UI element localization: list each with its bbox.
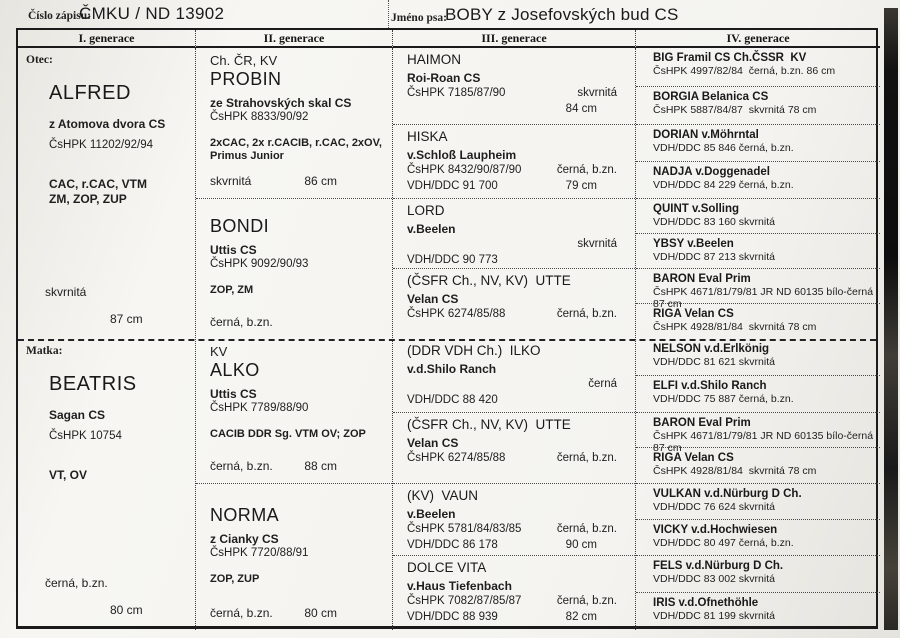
- ancestor-cell: [393, 412, 635, 483]
- kennel-name: Sagan CS: [49, 408, 106, 422]
- coat-color: černá, b.zn.: [556, 452, 617, 464]
- dog-name: FELS v.d.Nürburg D Ch.: [653, 560, 784, 572]
- champion-titles: Ch. ČR, KV: [210, 53, 278, 68]
- kennel-name: Velan CS: [407, 436, 459, 450]
- kennel-name: Velan CS: [407, 292, 459, 306]
- ancestor-cell: [636, 124, 880, 161]
- dog-name: VICKY v.d.Hochwiesen: [653, 524, 778, 536]
- coat-color: skvrnitá: [45, 285, 87, 299]
- ancestor-cell: [636, 339, 880, 375]
- height-value: 86 cm: [304, 174, 337, 188]
- coat-color: černá: [588, 378, 617, 390]
- dog-name: HISKA: [407, 129, 448, 144]
- ancestor-cell: [393, 555, 635, 630]
- titles-line: CACIB DDR Sg. VTM OV; ZOP: [210, 428, 366, 440]
- ancestor-cell: [636, 198, 880, 233]
- dog-name: BARON Eval Prim: [653, 273, 751, 285]
- height-value: 87 cm: [110, 312, 143, 326]
- coat-color: skvrnitá: [577, 87, 617, 99]
- dog-name: IRIS v.d.Ofnethöhle: [653, 597, 759, 609]
- reg-color-height: ČsHPK 4997/82/84 černá, b.zn. 86 cm: [653, 65, 836, 77]
- reg-color-height: VDH/DDC 76 624 skvrnitá: [653, 501, 775, 513]
- ancestor-cell: [636, 447, 880, 483]
- ancestor-cell: [196, 483, 392, 630]
- coat-color: skvrnitá: [210, 174, 252, 188]
- reg-number: ČsHPK 8432/90/87/90: [407, 164, 522, 176]
- ancestor-cell: [636, 375, 880, 412]
- ancestor-cell: [196, 339, 392, 483]
- kennel-name: v.Beelen: [407, 222, 456, 236]
- dog-name: BORGIA Belanica CS: [653, 91, 769, 103]
- dog-name: HAIMON: [407, 52, 461, 67]
- dog-name: VULKAN v.d.Nürburg D Ch.: [653, 488, 802, 500]
- dog-name: LORD: [407, 203, 445, 218]
- reg-color-height: VDH/DDC 83 002 skvrnitá: [653, 573, 775, 585]
- reg-number-2: VDH/DDC 91 700: [407, 180, 498, 192]
- coat-color: černá, b.zn.: [210, 315, 273, 329]
- coat-color: černá, b.zn.: [210, 606, 273, 620]
- dog-name: DORIAN v.Möhrntal: [653, 129, 759, 141]
- dog-name: BIG Framil CS Ch.ČSSR KV: [653, 52, 807, 64]
- titles-line: 2xCAC, 2x r.CACIB, r.CAC, 2xOV, Primus Junior: [210, 137, 386, 162]
- ancestor-cell: [636, 412, 880, 454]
- reg-number: ČsHPK 7082/87/85/87: [407, 595, 522, 607]
- dog-name: NELSON v.d.Erlkönig: [653, 343, 770, 355]
- kennel-name: v.Schloß Laupheim: [407, 148, 517, 162]
- dog-name: YBSY v.Beelen: [653, 238, 734, 250]
- ancestor-cell: [636, 86, 880, 124]
- ancestor-cell: [636, 48, 880, 86]
- reg-number-2: VDH/DDC 86 178: [407, 539, 498, 551]
- reg-number: ČsHPK 8833/90/92: [210, 111, 309, 123]
- kennel-name: ze Strahovských skal CS: [210, 96, 352, 110]
- reg-color-height: VDH/DDC 85 846 černá, b.zn.: [653, 142, 794, 154]
- ancestor-cell: [393, 48, 635, 124]
- sire-dam-divider: [18, 339, 876, 341]
- dam-cell: [18, 339, 195, 630]
- kennel-name: v.Haus Tiefenbach: [407, 579, 512, 593]
- dog-name-value: BOBY z Josefovských bud CS: [445, 5, 679, 24]
- dog-name: (ČSFR Ch., NV, KV) UTTE: [407, 273, 571, 288]
- titles-line-1: CAC, r.CAC, VTM: [49, 177, 148, 191]
- column-header-gen1: I. generace: [18, 30, 195, 48]
- kennel-name: v.Beelen: [407, 507, 456, 521]
- registration-number-label: Číslo zápisu:: [28, 10, 91, 22]
- scan-edge-artifact: [884, 8, 898, 630]
- reg-number: ČsHPK 5781/84/83/85: [407, 523, 522, 535]
- reg-color-height: VDH/DDC 80 497 černá, b.zn.: [653, 537, 794, 549]
- reg-number-2: VDH/DDC 88 420: [407, 394, 498, 406]
- reg-number: ČsHPK 9092/90/93: [210, 258, 309, 270]
- height-value: 80 cm: [304, 606, 337, 620]
- ancestor-cell: [636, 592, 880, 630]
- ancestor-cell: [636, 483, 880, 519]
- reg-color-height: ČsHPK 4928/81/84 skvrnitá 78 cm: [653, 321, 817, 333]
- dog-name: (KV) VAUN: [407, 488, 479, 503]
- coat-color: černá, b.zn.: [556, 523, 617, 535]
- ancestor-cell: [393, 198, 635, 268]
- height-value: 79 cm: [565, 180, 597, 192]
- dog-name: BEATRIS: [49, 373, 137, 395]
- dog-name: RIGA Velan CS: [653, 308, 734, 320]
- coat-color: černá, b.zn.: [556, 164, 617, 176]
- champion-titles: KV: [210, 344, 228, 359]
- dam-role-label: Matka:: [26, 345, 63, 357]
- titles-line-2: ZM, ZOP, ZUP: [49, 192, 127, 206]
- kennel-name: v.d.Shilo Ranch: [407, 362, 497, 376]
- column-header-gen3: III. generace: [392, 30, 635, 48]
- column-header-gen2: II. generace: [195, 30, 392, 48]
- dog-name: BONDI: [210, 216, 270, 236]
- dog-name: NORMA: [210, 505, 279, 525]
- reg-number: ČsHPK 6274/85/88: [407, 308, 506, 320]
- height-value: 80 cm: [110, 603, 143, 617]
- dog-name: RIGA Velan CS: [653, 452, 734, 464]
- reg-color-height: ČsHPK 4671/81/79/81 JR ND 60135 bílo-černá 87 cm: [653, 430, 876, 454]
- ancestor-cell: [393, 339, 635, 412]
- coat-color: černá, b.zn.: [210, 459, 273, 473]
- dog-name: ELFI v.d.Shilo Ranch: [653, 380, 767, 392]
- reg-number: ČsHPK 7720/88/91: [210, 547, 309, 559]
- ancestor-cell: [393, 268, 635, 339]
- titles-line-1: VT, OV: [49, 468, 88, 482]
- reg-number: ČsHPK 11202/92/94: [49, 139, 153, 151]
- height-value: 82 cm: [565, 611, 597, 623]
- dog-name: (DDR VDH Ch.) ILKO: [407, 343, 541, 358]
- dog-name: QUINT v.Solling: [653, 203, 740, 215]
- dog-name: ALKO: [210, 360, 260, 380]
- kennel-name: Uttis CS: [210, 387, 257, 401]
- ancestor-cell: [636, 268, 880, 310]
- sire-cell: [18, 48, 195, 339]
- dog-name-label: Jméno psa:: [391, 12, 447, 24]
- registration-number-value: ČMKU / ND 13902: [79, 4, 225, 23]
- dog-name: NADJA v.Doggenadel: [653, 166, 770, 178]
- reg-color-height: VDH/DDC 83 160 skvrnitá: [653, 216, 775, 228]
- ancestor-cell: [636, 303, 880, 339]
- dog-name: PROBIN: [210, 69, 282, 89]
- reg-color-height: VDH/DDC 75 887 černá, b.zn.: [653, 393, 794, 405]
- reg-number: ČsHPK 7185/87/90: [407, 87, 506, 99]
- ancestor-cell: [636, 555, 880, 592]
- dog-name: DOLCE VITA: [407, 560, 487, 575]
- reg-number: ČsHPK 7789/88/90: [210, 402, 309, 414]
- reg-number-2: VDH/DDC 88 939: [407, 611, 498, 623]
- height-value: 88 cm: [304, 459, 337, 473]
- ancestor-cell: [393, 483, 635, 555]
- reg-color-height: VDH/DDC 84 229 černá, b.zn.: [653, 179, 794, 191]
- ancestor-cell: [636, 161, 880, 198]
- reg-color-height: VDH/DDC 81 621 skvrnitá: [653, 356, 775, 368]
- ancestor-cell: [636, 233, 880, 268]
- reg-number: ČsHPK 10754: [49, 430, 122, 442]
- reg-color-height: VDH/DDC 87 213 skvrnitá: [653, 251, 775, 263]
- kennel-name: Uttis CS: [210, 243, 257, 257]
- titles-line: ZOP, ZM: [210, 284, 254, 296]
- titles-line: ZOP, ZUP: [210, 573, 260, 585]
- reg-color-height: ČsHPK 4928/81/84 skvrnitá 78 cm: [653, 465, 817, 477]
- coat-color: černá, b.zn.: [556, 595, 617, 607]
- column-header-gen4: IV. generace: [635, 30, 880, 48]
- kennel-name: Roi-Roan CS: [407, 71, 481, 85]
- kennel-name: z Cianky CS: [210, 532, 279, 546]
- dog-name: ALFRED: [49, 82, 131, 104]
- titles-line: [49, 177, 195, 207]
- ancestor-cell: [196, 198, 392, 339]
- pedigree-table: [16, 28, 878, 629]
- titles-line: [49, 468, 195, 483]
- dog-name: (ČSFR Ch., NV, KV) UTTE: [407, 417, 571, 432]
- coat-color: skvrnitá: [577, 238, 617, 250]
- sire-role-label: Otec:: [26, 54, 53, 66]
- kennel-name: z Atomova dvora CS: [49, 117, 166, 131]
- reg-color-height: VDH/DDC 81 199 skvrnitá: [653, 610, 775, 622]
- reg-color-height: ČsHPK 5887/84/87 skvrnitá 78 cm: [653, 104, 817, 116]
- height-value: 84 cm: [565, 103, 597, 115]
- coat-color: černá, b.zn.: [45, 576, 108, 590]
- height-value: 90 cm: [565, 539, 597, 551]
- dog-name: BARON Eval Prim: [653, 417, 751, 429]
- ancestor-cell: [636, 519, 880, 555]
- ancestor-cell: [393, 124, 635, 198]
- header-divider: [388, 0, 389, 28]
- reg-color-height: ČsHPK 4671/81/79/81 JR ND 60135 bílo-černá 87 cm: [653, 286, 876, 310]
- reg-number-2: VDH/DDC 90 773: [407, 254, 498, 266]
- coat-color: černá, b.zn.: [556, 308, 617, 320]
- reg-number: ČsHPK 6274/85/88: [407, 452, 506, 464]
- ancestor-cell: [196, 48, 392, 198]
